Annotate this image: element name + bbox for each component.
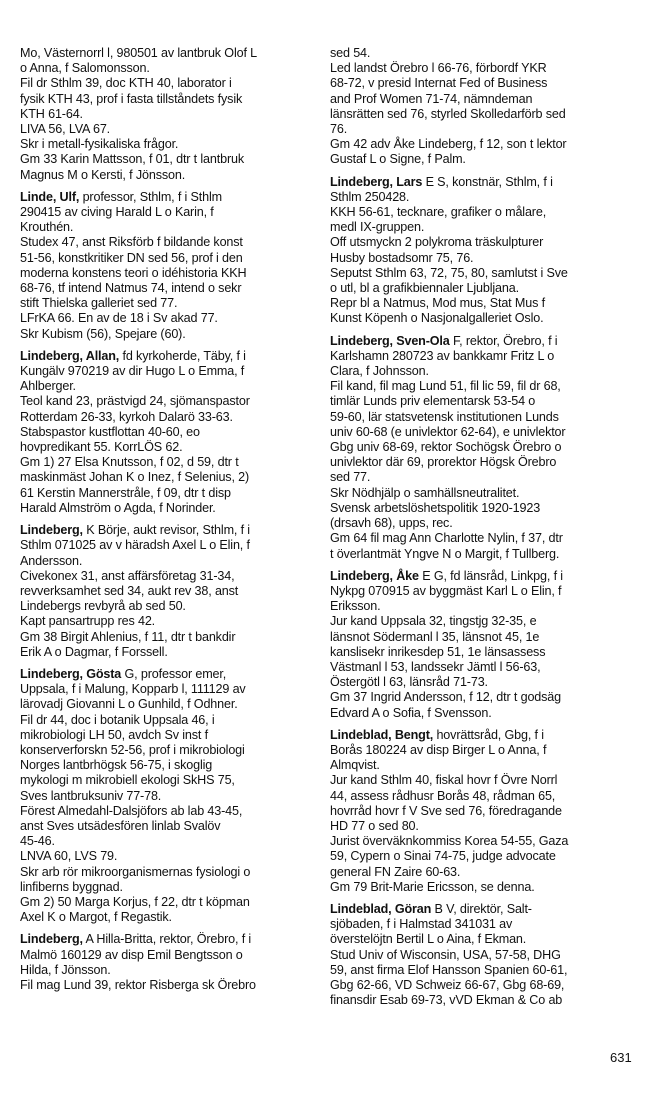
entry-line: Fil mag Lund 39, rektor Risberga sk Örebro (20, 977, 256, 992)
entry-heading: Lindeberg, Sven-Ola (330, 333, 450, 348)
entry-heading: Lindeblad, Göran (330, 901, 432, 916)
entry-heading: Lindeberg, (20, 523, 83, 538)
entry-line: Gm 42 adv Åke Lindeberg, f 12, son t lektor (330, 137, 567, 152)
entry-line: Fil dr 44, doc i botanik Uppsala 46, i (20, 712, 215, 727)
entry-line (330, 175, 630, 190)
entry-line: Mo, Västernorrl l, 980501 av lantbruk Olof L (20, 46, 258, 60)
entry-line: anst Sves utsädesfören linlab Svalöv (20, 818, 221, 833)
right-column (330, 46, 630, 1015)
entry-line: Harald Almström o Agda, f Norinder. (20, 500, 216, 515)
entry-line: Eriksson. (330, 599, 381, 614)
entry-line: konserverforskn 52-56, prof i mikrobiologi (20, 742, 245, 757)
entry-line: 61 Kerstin Mannerstråle, f 09, dtr t disp (20, 485, 231, 500)
entry-line: Repr bl a Natmus, Mod mus, Stat Mus f (330, 296, 545, 311)
biography-entry (330, 334, 630, 562)
entry-line: Fil kand, fil mag Lund 51, fil lic 59, fil dr 68, (330, 379, 561, 394)
entry-line: Sthlm 071025 av v häradsh Axel L o Elin, f (20, 538, 250, 553)
biography-entry (20, 932, 320, 993)
entry-line: kanslisekr inrikesdep 51, 1e länsassess (330, 644, 546, 659)
entry-line: Gm 38 Birgit Ahlenius, f 11, dtr t bankdir (20, 629, 236, 644)
entry-line: Jur kand Uppsala 32, tingstjg 32-35, e (330, 614, 537, 629)
biography-entry (20, 46, 320, 183)
entry-line: KTH 61-64. (20, 106, 83, 121)
entry-line: 45-46. (20, 834, 55, 849)
biography-entry (330, 902, 630, 1008)
entry-line: Norges lantbrhögsk 56-75, i skoglig (20, 758, 213, 773)
entry-line: Gbg 62-66, VD Schweiz 66-67, Gbg 68-69, (330, 977, 565, 992)
entry-line: 68-72, v presid Internat Fed of Business (330, 76, 548, 91)
entry-line: 76. (330, 122, 348, 137)
entry-line: o utl, bl a grafikbiennaler Ljubljana. (330, 281, 519, 296)
entry-line: 59, anst firma Elof Hansson Spanien 60-61, (330, 962, 568, 977)
entry-line: t överlantmät Yngve N o Margit, f Tullberg. (330, 546, 560, 561)
entry-line: finansdir Esab 69-73, vVD Ekman & Co ab (330, 993, 563, 1008)
entry-line (20, 190, 320, 205)
entry-line (330, 569, 630, 584)
entry-heading: Lindeblad, Bengt, (330, 727, 434, 742)
entry-line: revverksamhet sed 34, aukt rev 38, anst (20, 583, 239, 598)
entry-text: F, rektor, Örebro, f i (449, 333, 558, 348)
entry-line: moderna konstens teori o idéhistoria KKH (20, 265, 247, 280)
entry-line: Magnus M o Kersti, f Jönsson. (20, 167, 186, 182)
entry-line: Jurist överväknkommiss Korea 54-55, Gaza (330, 834, 569, 849)
entry-line: Clara, f Johnsson. (330, 364, 429, 379)
entry-line: mikrobiologi LH 50, avdch Sv inst f (20, 727, 208, 742)
entry-line: KKH 56-61, tecknare, grafiker o målare, (330, 205, 547, 220)
entry-line: Kunst Köpenh o Nasjonalgalleriet Oslo. (330, 311, 544, 326)
entry-line: 68-76, tf intend Natmus 74, intend o sekr (20, 281, 242, 296)
entry-line: Förest Almedahl-Dalsjöfors ab lab 43-45, (20, 803, 243, 818)
biography-entry (330, 175, 630, 327)
entry-line: Axel K o Margot, f Regastik. (20, 910, 172, 925)
entry-line: Svensk arbetslöshetspolitik 1920-1923 (330, 500, 541, 515)
entry-text: K Börje, aukt revisor, Sthlm, f i (82, 523, 250, 538)
entry-line: Skr Kubism (56), Spejare (60). (20, 326, 186, 341)
entry-text: professor, Sthlm, f i Sthlm (79, 189, 222, 204)
entry-line: Rotterdam 26-33, kyrkoh Dalarö 33-63. (20, 409, 233, 424)
entry-line: o Anna, f Salomonsson. (20, 61, 150, 76)
entry-line: Hilda, f Jönsson. (20, 962, 111, 977)
entry-line: Off utsmyckn 2 polykroma träskulpturer (330, 235, 544, 250)
entry-line: sed 77. (330, 470, 371, 485)
entry-line: LNVA 60, LVS 79. (20, 849, 118, 864)
entry-line: länsnot Södermanl l 35, länsnot 45, 1e (330, 629, 540, 644)
entry-heading: Lindeberg, Lars (330, 174, 423, 189)
entry-line: 44, assess rådhusr Borås 48, rådman 65, (330, 788, 556, 803)
entry-line: HD 77 o sed 80. (330, 818, 419, 833)
entry-text: E G, fd länsråd, Linkpg, f i (418, 568, 563, 583)
entry-line: maskinmäst Johan K o Inez, f Selenius, 2) (20, 470, 250, 485)
entry-line (330, 728, 630, 743)
entry-line: Almqvist. (330, 758, 380, 773)
entry-line: sed 54. (330, 46, 371, 60)
entry-line: and Prof Women 71-74, nämndeman (330, 91, 533, 106)
entry-line: general FN Zaire 60-63. (330, 864, 461, 879)
entry-line: univlektor där 69, prorektor Högsk Örebro (330, 455, 557, 470)
entry-line: Fil dr Sthlm 39, doc KTH 40, laborator i (20, 76, 232, 91)
entry-line (330, 902, 630, 917)
entry-text: G, professor emer, (121, 666, 227, 681)
entry-line: univ 60-68 (e univlektor 62-64), e univlektor (330, 424, 566, 439)
biography-entry (20, 523, 320, 660)
entry-text: hovrättsråd, Gbg, f i (433, 727, 544, 742)
entry-line: Studex 47, anst Riksförb f bildande konst (20, 235, 243, 250)
entry-line: 59, Cypern o Sinai 74-75, judge advocate (330, 849, 556, 864)
entry-line: Sthlm 250428. (330, 189, 410, 204)
entry-line: Borås 180224 av disp Birger L o Anna, f (330, 742, 547, 757)
entry-heading: Lindeberg, (20, 932, 83, 947)
entry-line: LFrKA 66. En av de 18 i Sv akad 77. (20, 311, 218, 326)
entry-line: Kungälv 970219 av dir Hugo L o Emma, f (20, 364, 245, 379)
entry-line: Gustaf L o Signe, f Palm. (330, 152, 466, 167)
entry-line: 51-56, konstkritiker DN sed 56, prof i den (20, 250, 243, 265)
biography-entry (330, 46, 630, 168)
entry-line: linfiberns byggnad. (20, 879, 123, 894)
biography-entry (330, 569, 630, 721)
entry-text: E S, konstnär, Sthlm, f i (422, 174, 553, 189)
entry-line (20, 349, 320, 364)
entry-line: Gm 37 Ingrid Andersson, f 12, dtr t godsäg (330, 690, 562, 705)
entry-line (20, 523, 320, 538)
entry-line: 59-60, lär statsvetensk institutionen Lunds (330, 409, 559, 424)
entry-line: Seputst Sthlm 63, 72, 75, 80, samlutst i Sve (330, 265, 568, 280)
entry-line (330, 334, 630, 349)
entry-line: Stabspastor kustflottan 40-60, eo (20, 424, 200, 439)
entry-heading: Lindeberg, Gösta (20, 666, 122, 681)
entry-line: Uppsala, f i Malung, Kopparb l, 111129 av (20, 682, 246, 697)
entry-line: Gm 33 Karin Mattsson, f 01, dtr t lantbruk (20, 152, 244, 167)
entry-line: Malmö 160129 av disp Emil Bengtsson o (20, 947, 243, 962)
entry-line: hovrråd hovr f V Sve sed 76, föredragande (330, 803, 562, 818)
entry-line: Erik A o Dagmar, f Forssell. (20, 644, 168, 659)
entry-line: Gm 79 Brit-Marie Ericsson, se denna. (330, 879, 535, 894)
biography-entry (330, 728, 630, 895)
entry-heading: Lindeberg, Allan, (20, 348, 120, 363)
entry-line: Ahlberger. (20, 379, 76, 394)
entry-heading: Linde, Ulf, (20, 189, 80, 204)
entry-line: länsrätten sed 76, styrled Skolledarförb sed (330, 106, 566, 121)
entry-line: Västmanl l 53, landssekr Jämtl l 56-63, (330, 659, 541, 674)
entry-line: (drsavh 68), upps, rec. (330, 516, 453, 531)
entry-line: Gm 2) 50 Marga Korjus, f 22, dtr t köpman (20, 894, 250, 909)
entry-line: mykologi m mikrobiell ekologi SkHS 75, (20, 773, 235, 788)
entry-line: sjöbaden, f i Halmstad 341031 av (330, 917, 513, 932)
entry-line: Jur kand Sthlm 40, fiskal hovr f Övre Norrl (330, 773, 558, 788)
entry-heading: Lindeberg, Åke (330, 568, 419, 583)
entry-line: Skr i metall-fysikaliska frågor. (20, 137, 179, 152)
biography-entry (20, 667, 320, 925)
entry-line: Sves lantbruksuniv 77-78. (20, 788, 162, 803)
entry-line: LIVA 56, LVA 67. (20, 122, 111, 137)
entry-line: överstelöjtn Bertil L o Aina, f Ekman. (330, 932, 527, 947)
entry-text: fd kyrkoherde, Täby, f i (119, 348, 246, 363)
entry-line: fysik KTH 43, prof i fasta tillståndets fysik (20, 91, 243, 106)
entry-line: lärovadj Giovanni L o Gunhild, f Odhner. (20, 697, 238, 712)
left-column (20, 46, 320, 1000)
entry-line: timlär Lunds priv elementarsk 53-54 o (330, 394, 536, 409)
entry-text: A Hilla-Britta, rektor, Örebro, f i (82, 932, 252, 947)
biography-entry (20, 190, 320, 342)
entry-line: Gm 1) 27 Elsa Knutsson, f 02, d 59, dtr t (20, 455, 239, 470)
entry-line: Kapt pansartrupp res 42. (20, 614, 156, 629)
page-number: 631 (610, 1050, 632, 1065)
biography-entry (20, 349, 320, 516)
entry-text: B V, direktör, Salt- (431, 901, 532, 916)
entry-line: Gm 64 fil mag Ann Charlotte Nylin, f 37, dtr (330, 531, 563, 546)
entry-line: Led landst Örebro l 66-76, förbordf YKR (330, 61, 547, 76)
entry-line: Gbg univ 68-69, rektor Sochögsk Örebro o (330, 440, 562, 455)
entry-line (20, 932, 320, 947)
entry-line (20, 667, 320, 682)
entry-line: stift Thielska galleriet sed 77. (20, 296, 178, 311)
entry-line: medl IX-gruppen. (330, 220, 425, 235)
entry-line: Nykpg 070915 av byggmäst Karl L o Elin, f (330, 583, 562, 598)
entry-line: Lindebergs revbyrå ab sed 50. (20, 599, 186, 614)
entry-line: Andersson. (20, 553, 83, 568)
entry-line: Skr Nödhjälp o samhällsneutralitet. (330, 485, 520, 500)
entry-line: Krouthén. (20, 220, 74, 235)
entry-line: Karlshamn 280723 av bankkamr Fritz L o (330, 348, 555, 363)
entry-line: Teol kand 23, prästvigd 24, sjömanspastor (20, 394, 250, 409)
entry-line: Stud Univ of Wisconsin, USA, 57-58, DHG (330, 947, 561, 962)
entry-line: Östergötl l 63, länsråd 71-73. (330, 675, 488, 690)
entry-line: 290415 av civing Harald L o Karin, f (20, 205, 214, 220)
entry-line: hovpredikant 55. KorrLÖS 62. (20, 440, 183, 455)
entry-line: Skr arb rör mikroorganismernas fysiologi o (20, 864, 251, 879)
entry-line: Edvard A o Sofia, f Svensson. (330, 705, 492, 720)
entry-line: Civekonex 31, anst affärsföretag 31-34, (20, 568, 235, 583)
entry-line: Husby bostadsomr 75, 76. (330, 250, 474, 265)
